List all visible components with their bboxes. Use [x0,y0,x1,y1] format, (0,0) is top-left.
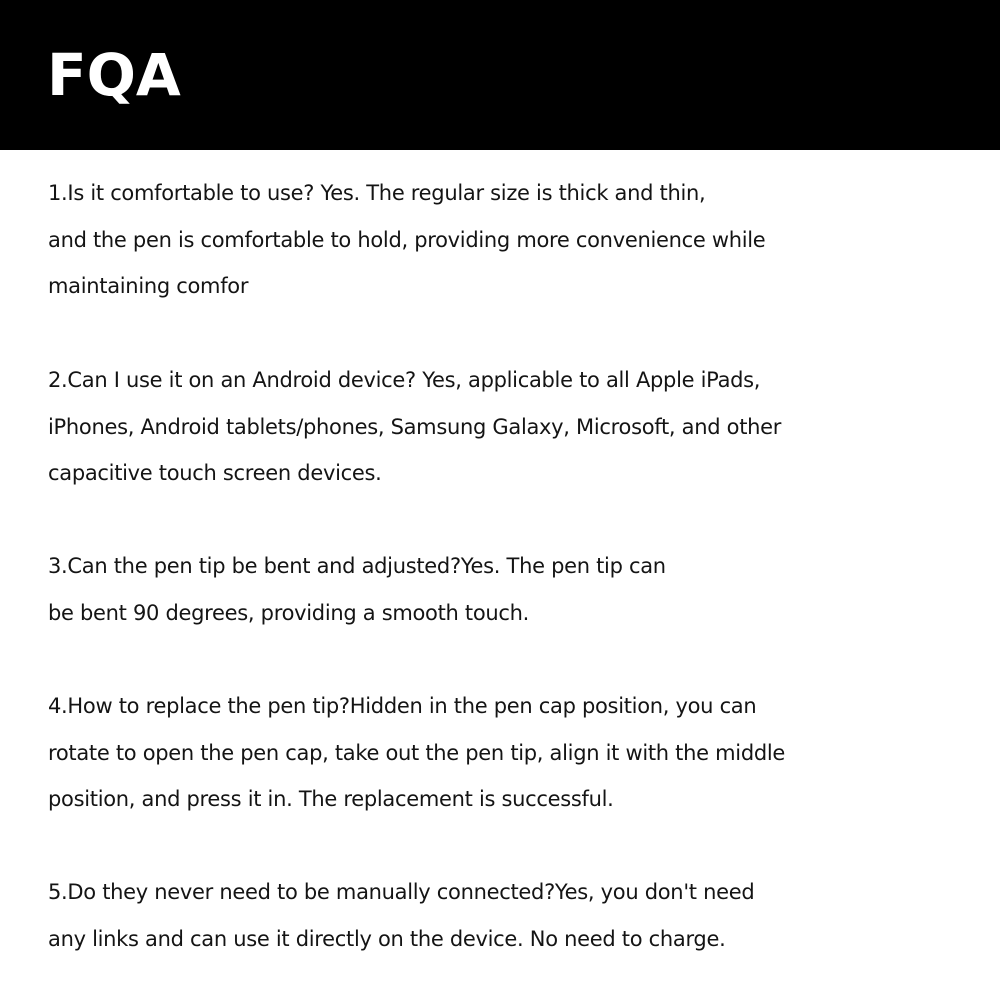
faq-4-line-2: rotate to open the pen cap, take out the pen tip, align it with the middle [48,740,786,765]
faq-5-line-2: any links and can use it directly on the device. No need to charge. [48,926,726,951]
faq-item-5 [48,869,968,962]
faq-4-line-1: 4.How to replace the pen tip?Hidden in the pen cap position, you can [48,694,757,718]
faq-item-1 [48,170,968,310]
header-banner [0,0,1000,150]
faq-5-line-1: 5.Do they never need to be manually connected?Yes, you don't need [48,880,755,904]
faq-item-3 [48,543,968,636]
faq-1-line-1: 1.Is it comfortable to use? Yes. The regular size is thick and thin, [48,181,706,205]
faq-1-line-3: maintaining comfor [48,274,249,298]
faq-3-line-1: 3.Can the pen tip be bent and adjusted?Yes. The pen tip can [48,554,666,578]
faq-2-line-1: 2.Can I use it on an Android device? Yes, applicable to all Apple iPads, [48,368,761,392]
faq-4-line-3: position, and press it in. The replacement is successful. [48,787,614,811]
faq-2-line-2: iPhones, Android tablets/phones, Samsung Galaxy, Microsoft, and other [48,414,782,439]
faq-item-4 [48,683,968,823]
page-title: FQA [47,41,181,109]
faq-item-2 [48,357,968,497]
faq-1-line-2: and the pen is comfortable to hold, providing more convenience while [48,227,766,252]
faq-2-line-3: capacitive touch screen devices. [48,461,382,485]
faq-3-line-2: be bent 90 degrees, providing a smooth touch. [48,600,530,625]
